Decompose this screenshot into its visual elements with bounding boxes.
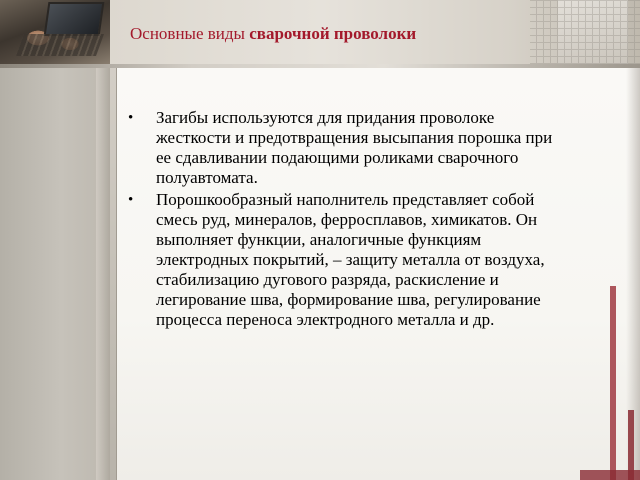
- red-accent-bar: [610, 286, 616, 480]
- bullet-list: [126, 108, 556, 330]
- slide-title-bold: сварочной проволоки: [249, 24, 417, 43]
- laptop-hands-photo: [0, 0, 110, 66]
- bullet-icon: •: [128, 192, 134, 208]
- slide-title: [130, 24, 610, 44]
- bullet-text: Загибы используются для придания проволоке жесткости и предотвращения высыпания порошка при ее сдавливании подающими роликами сварочного полуавтомата.: [156, 108, 553, 187]
- keyboard-graphic: [16, 34, 104, 56]
- slide-title-normal: Основные виды: [130, 24, 250, 43]
- bullet-icon: •: [128, 110, 134, 126]
- bullet-item: [126, 108, 556, 188]
- red-accent-block: [580, 470, 640, 480]
- bullet-item: [126, 190, 556, 330]
- bullet-list-container: [126, 108, 556, 332]
- left-accent-stripe: [96, 66, 110, 480]
- laptop-screen-graphic: [44, 2, 105, 36]
- left-decorative-stripe: [0, 66, 110, 480]
- bullet-text: Порошкообразный наполнитель представляет собой смесь руд, минералов, ферросплавов, химикатов. Он выполняет функции, аналогичные функциям электродных покрытий, – защиту металла от воздуха, стабилизацию дугового разряда, раскисление и легирование шва, формирование шва, регулирование процесса переноса электродного металла и др.: [156, 190, 545, 329]
